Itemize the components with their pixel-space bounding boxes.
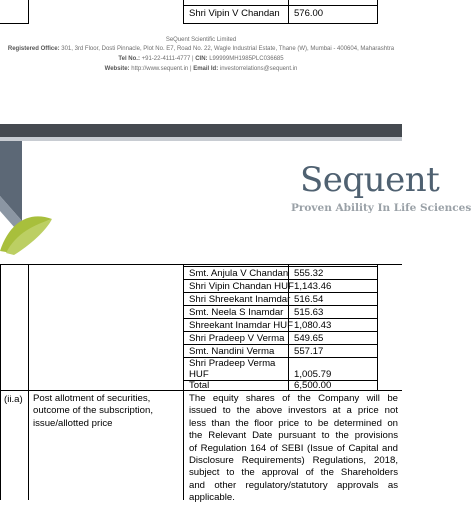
item-title: Post allotment of securities, outcome of the subscription, issue/allotted price — [33, 393, 153, 429]
allottee-name: Smt. Nandini Verma — [189, 346, 275, 357]
allottee-amount: 555.32 — [294, 268, 324, 279]
allottee-name: Shri Shreekant Inamdar — [189, 294, 291, 305]
allottee-name: HUF — [189, 369, 209, 380]
previous-page-table-end — [0, 0, 402, 26]
table-border — [183, 292, 378, 293]
table-border — [183, 318, 378, 319]
table-border — [0, 264, 1, 500]
table-border — [183, 0, 184, 24]
footer-company: SeQuent Scientific Limited — [165, 37, 237, 43]
table-border — [0, 23, 29, 24]
allottee-amount: 576.00 — [294, 8, 324, 19]
table-border — [183, 5, 378, 6]
footer-web: Website: http://www.sequent.in | Email Id: investorrelations@sequent.in — [104, 66, 298, 72]
company-tagline: Proven Ability In Life Sciences — [291, 202, 471, 214]
table-border — [288, 0, 289, 24]
table-border — [183, 331, 378, 332]
allottee-name: Shri Vipin Chandan HUF — [189, 281, 294, 292]
allottee-name: Shri Pradeep Verma — [189, 358, 276, 369]
table-border — [183, 380, 378, 381]
allottee-name: Smt. Neela S Inamdar — [189, 307, 284, 318]
item-number: (ii.a) — [4, 394, 23, 405]
table-border — [377, 264, 378, 391]
table-border — [183, 279, 378, 280]
allottee-name: Shreekant Inamdar HUF — [189, 320, 293, 331]
allottee-amount: 549.65 — [294, 333, 324, 344]
table-border — [183, 305, 378, 306]
table-border — [183, 344, 378, 345]
table-border — [28, 264, 29, 500]
allottee-amount: 1,143.46 — [294, 281, 332, 292]
table-border — [183, 23, 378, 24]
allottee-amount: 557.17 — [294, 346, 324, 357]
table-border — [183, 266, 378, 267]
total-amount: 6,500.00 — [294, 380, 332, 391]
company-logo: Sequent — [300, 160, 440, 200]
letterhead-decoration-icon — [0, 141, 80, 256]
table-border — [183, 264, 184, 500]
footer-registered-office: Registered Office: 301, 3rd Floor, Dosti Pinnacle, Plot No. E7, Road No. 22, Wagle Industrial Estate, Thane (W), Mumbai - 400604, Maharashtra — [7, 46, 395, 52]
item-description: The equity shares of the Company will be issued to the above investors at a price not less than the floor price to be determined on the Relevant Date pursuant to the provisions of Regulation 164 of SEBI (Issue of Capital and Disclosure Requirements) Regulations, 2018, subject to the approval of the Shareholders and other regulatory/statutory approvals as applicable. — [189, 393, 398, 504]
allottee-name: Smt. Anjula V Chandan — [189, 268, 289, 279]
table-border — [0, 264, 402, 265]
total-label: Total — [189, 380, 210, 391]
table-border — [28, 0, 29, 24]
allottee-name: Shri Pradeep V Verma — [189, 333, 285, 344]
footer-contact: Tel No.: +91-22-4111-4777 | CIN: L99999MH1985PLC036685 — [118, 56, 284, 62]
page-gap — [0, 124, 402, 137]
allottee-amount: 1,005.79 — [294, 369, 332, 380]
allottee-amount: 516.54 — [294, 294, 324, 305]
allottee-name: Shri Vipin V Chandan — [189, 8, 280, 19]
allottee-amount: 515.63 — [294, 307, 324, 318]
allottee-amount: 1,080.43 — [294, 320, 332, 331]
table-border — [377, 0, 378, 24]
